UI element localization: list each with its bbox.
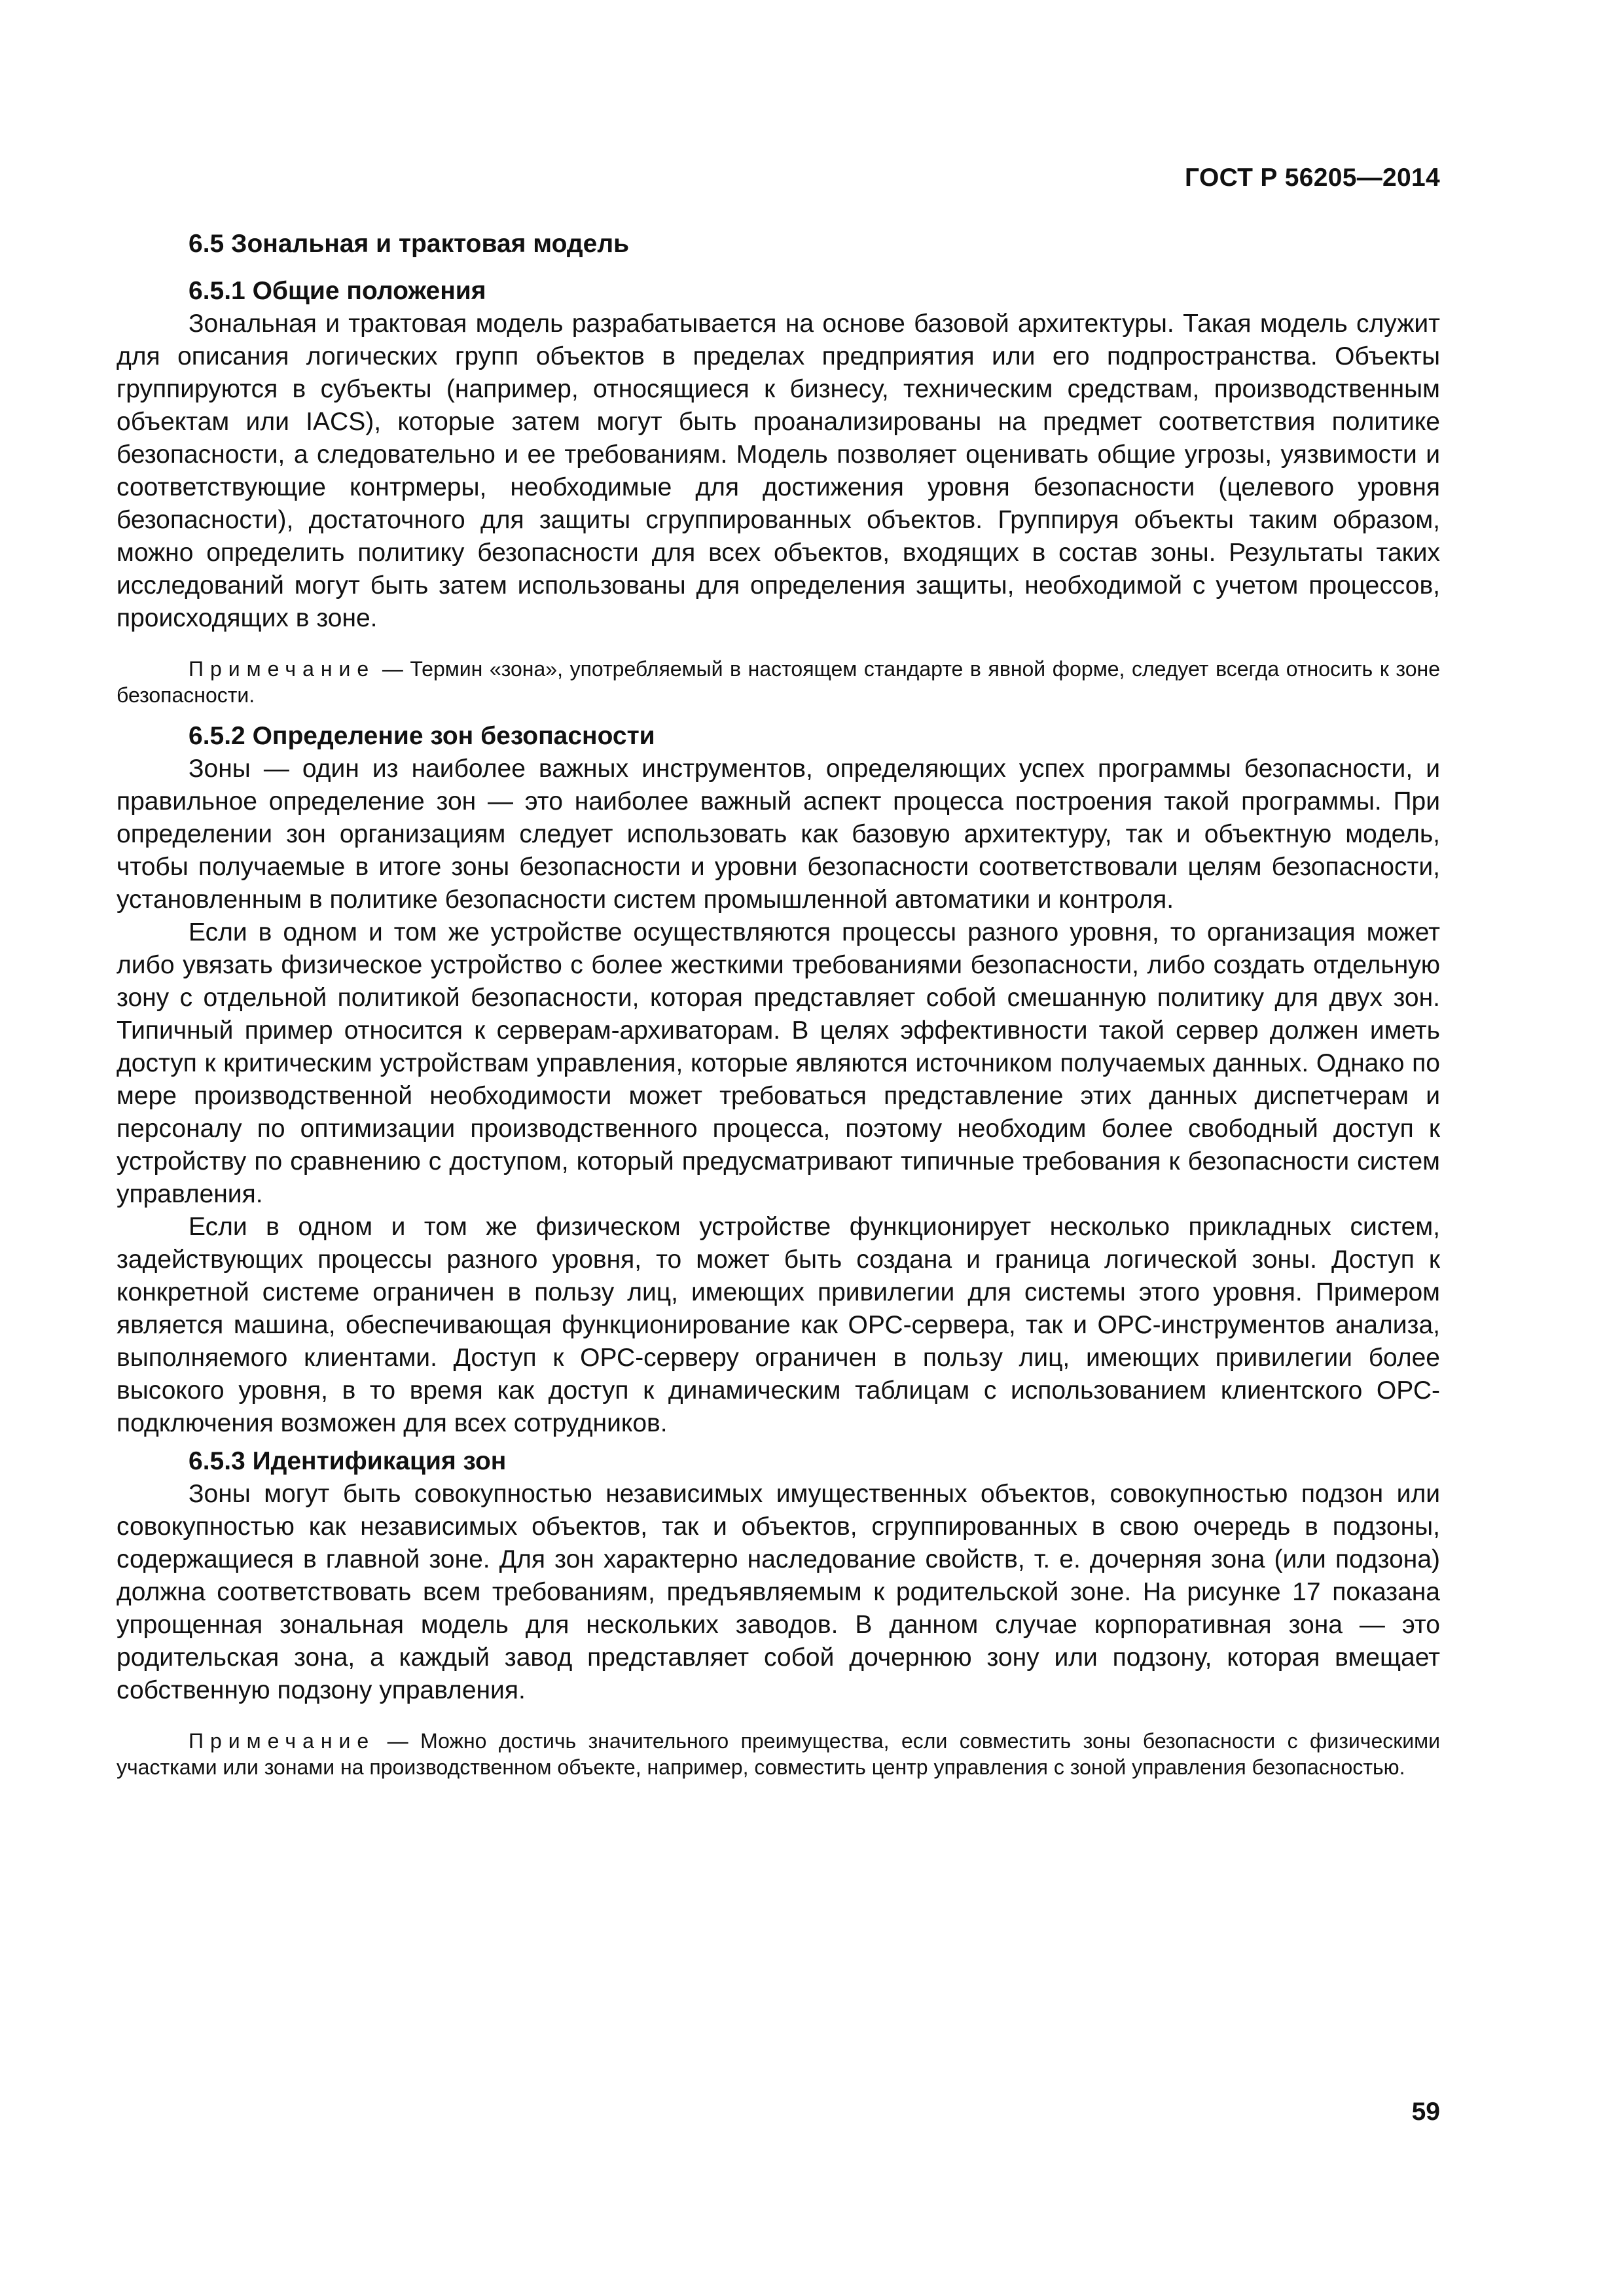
subsection-title-6-5-3: 6.5.3 Идентификация зон xyxy=(189,1447,507,1475)
standard-designation: ГОСТ Р 56205—2014 xyxy=(1185,164,1440,192)
document-content xyxy=(117,228,1440,1792)
note-text: — Термин «зона», употребляемый в настоящем стандарте в явной форме, следует всегда относить к зоне безопасности. xyxy=(117,657,1440,707)
paragraph-6-5-3: Зоны могут быть совокупностью независимых имущественных объектов, совокупностью подзон или совокупностью как независимых объектов, так и объектов, сгруппированных в свою очередь в подзоны, содержащиеся в главной зоне. Для зон характерно наследование свойств, т. е. дочерняя зона (или подзона) должна соответствовать всем требованиям, предъявляемым к родительской зоне. На рисунке 17 показана упрощенная зональная модель для нескольких заводов. В данном случае корпоративная зона — это родительская зона, а каждый завод представляет собой дочернюю зону или подзону, которая вмещает собственную подзону управления. xyxy=(117,1480,1440,1704)
page-number: 59 xyxy=(1411,2098,1440,2126)
note-6-5-1 xyxy=(117,656,1440,708)
paragraph-6-5-2-2: Если в одном и том же устройстве осуществляются процессы разного уровня, то организация может либо увязать физическое устройство с более жесткими требованиями безопасности, либо создать отдельную зону с отдельной политикой безопасности, которая представляет собой смешанную политику для двух зон. Типичный пример относится к серверам-архиваторам. В целях эффективности такой сервер должен иметь доступ к критическим устройствам управления, которые являются источником получаемых данных. Однако по мере производственной необходимости может требоваться представление этих данных диспетчерам и персоналу по оптимизации производственного процесса, поэтому необходим более свободный доступ к устройству по сравнению с доступом, который предусматривают типичные требования к безопасности систем управления. xyxy=(117,918,1440,1208)
document-page xyxy=(117,0,1440,2296)
subsection-title-6-5-1: 6.5.1 Общие положения xyxy=(189,277,486,305)
paragraph-6-5-2-3: Если в одном и том же физическом устройстве функционирует несколько прикладных систем, задействующих процессы разного уровня, то может быть создана и граница логической зоны. Доступ к конкретной системе ограничен в пользу лиц, имеющих привилегии для системы этого уровня. Примером является машина, обеспечивающая функционирование как ОРС-сервера, так и ОРС-инструментов анализа, выполняемого клиентами. Доступ к ОРС-серверу ограничен в пользу лиц, имеющих привилегии более высокого уровня, в то время как доступ к динамическим таблицам с использованием клиентского ОРС-подключения возможен для всех сотрудников. xyxy=(117,1213,1440,1437)
note-label: Примечание xyxy=(189,657,376,681)
note-text: — Можно достичь значительного преимущества, если совместить зоны безопасности с физическими участками или зонами на производственном объекте, например, совместить центр управления с зоной управления безопасностью. xyxy=(117,1729,1440,1779)
subsection-title-6-5-2: 6.5.2 Определение зон безопасности xyxy=(189,722,655,750)
section-title: 6.5 Зональная и трактовая модель xyxy=(189,230,630,258)
note-6-5-3 xyxy=(117,1728,1440,1780)
note-label: Примечание xyxy=(189,1729,376,1753)
paragraph-6-5-2-1: Зоны — один из наиболее важных инструментов, определяющих успех программы безопасности, и правильное определение зон — это наиболее важный аспект процесса построения такой программы. При определении зон организациям следует использовать как базовую архитектуру, так и объектную модель, чтобы получаемые в итоге зоны безопасности и уровни безопасности соответствовали целям безопасности, установленным в политике безопасности систем промышленной автоматики и контроля. xyxy=(117,755,1440,914)
paragraph-6-5-1: Зональная и трактовая модель разрабатывается на основе базовой архитектуры. Такая модель служит для описания логических групп объектов в пределах предприятия или его подпространства. Объекты группируются в субъекты (например, относящиеся к бизнесу, техническим средствам, производственным объектам или IACS), которые затем могут быть проанализированы на предмет соответствия политике безопасности, а следовательно и ее требованиям. Модель позволяет оценивать общие угрозы, уязвимости и соответствующие контрмеры, необходимые для достижения уровня безопасности (целевого уровня безопасности), достаточного для защиты сгруппированных объектов. Группируя объекты таким образом, можно определить политику безопасности для всех объектов, входящих в состав зоны. Результаты таких исследований могут быть затем использованы для определения защиты, необходимой с учетом процессов, происходящих в зоне. xyxy=(117,310,1440,632)
